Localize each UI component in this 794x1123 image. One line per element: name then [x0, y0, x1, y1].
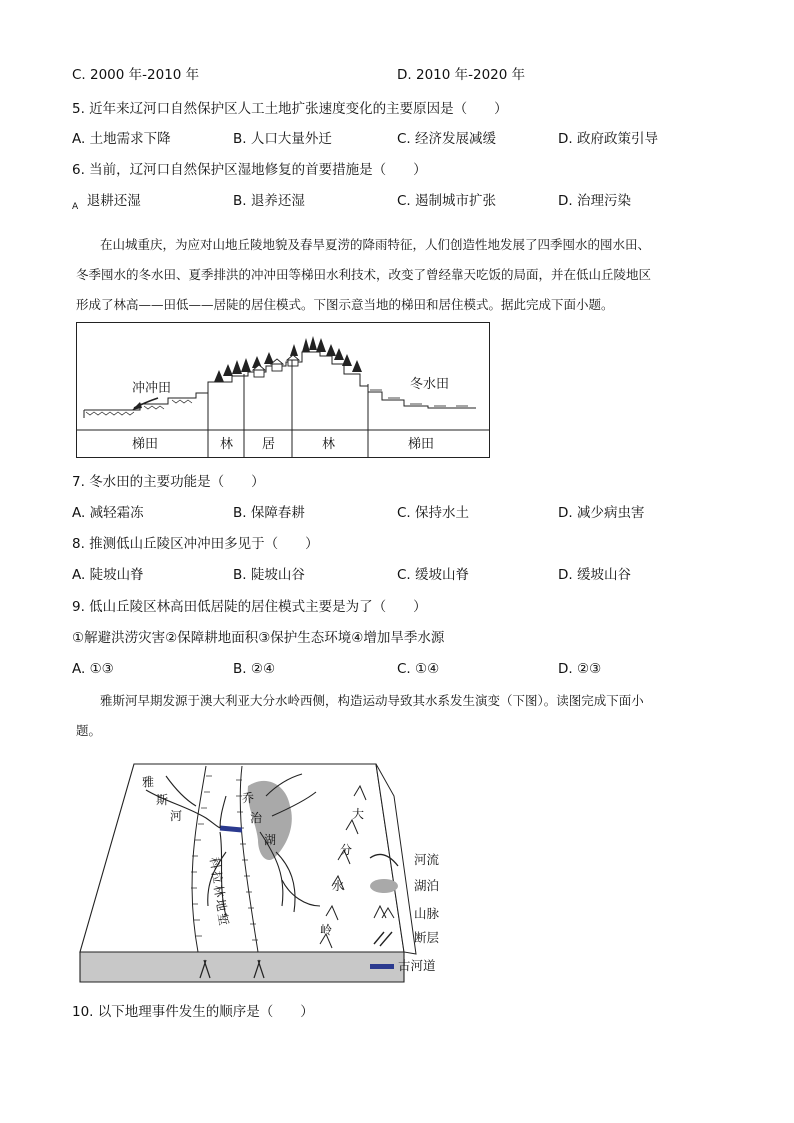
- q5-stem: 5. 近年来辽河口自然保护区人工土地扩张速度变化的主要原因是（ ）: [72, 101, 508, 117]
- q5-option-d: D. 政府政策引导: [558, 131, 658, 147]
- passage2-line2: 题。: [76, 723, 102, 738]
- q7-option-d: D. 减少病虫害: [558, 505, 645, 521]
- q9-option-b: B. ②④: [233, 661, 276, 677]
- q6-option-a: $_A$ 退耕还湿: [72, 193, 141, 212]
- label-hu: 湖: [264, 833, 277, 847]
- q8-option-d: D. 缓坡山谷: [558, 567, 631, 583]
- q6-stem: 6. 当前，辽河口自然保护区湿地修复的首要措施是（ ）: [72, 162, 427, 178]
- label-qiao: 乔: [242, 791, 255, 805]
- legend-mountain: 山脉: [414, 906, 440, 921]
- q7-option-a: A. 减轻霜冻: [72, 505, 144, 521]
- q6-option-d: D. 治理污染: [558, 193, 631, 209]
- q8-option-a: A. 陡坡山脊: [72, 567, 144, 583]
- legend-fault: 断层: [414, 930, 440, 945]
- label-range-3: 水: [332, 879, 345, 893]
- label-graben-5: 堑: [215, 912, 231, 927]
- q4-option-d: D. 2010 年-2020 年: [397, 67, 526, 83]
- label-range-1: 大: [352, 807, 365, 821]
- q8-stem: 8. 推测低山丘陵区冲冲田多见于（ ）: [72, 536, 319, 552]
- label-si: 斯: [156, 793, 169, 807]
- passage1-line3: 形成了林高——田低——居陡的居住模式。下图示意当地的梯田和居住模式。据此完成下面小题。: [76, 297, 614, 312]
- q8-option-b: B. 陡坡山谷: [233, 567, 305, 583]
- label-graben-3: 林: [211, 884, 227, 899]
- band-tiantian-left: 梯田: [132, 437, 159, 452]
- q10-stem: 10. 以下地理事件发生的顺序是（ ）: [72, 1004, 314, 1020]
- q9-option-d: D. ②③: [558, 661, 602, 677]
- q9-stem: 9. 低山丘陵区林高田低居陡的居住模式主要是为了（ ）: [72, 599, 427, 615]
- band-ju: 居: [262, 437, 276, 452]
- label-graben-4: 地: [213, 898, 229, 913]
- block-diagram-figure: [76, 756, 456, 988]
- q7-option-b: B. 保障春耕: [233, 505, 305, 521]
- q5-option-b: B. 人口大量外迁: [233, 131, 332, 147]
- q4-option-c: C. 2000 年-2010 年: [72, 67, 200, 83]
- legend-river: 河流: [414, 852, 440, 867]
- legend-lake: 湖泊: [414, 878, 440, 893]
- label-graben-1: 科: [207, 856, 223, 871]
- q7-option-c: C. 保持水土: [397, 505, 470, 521]
- band-lin-left: 林: [220, 437, 234, 452]
- passage2-line1: 雅斯河早期发源于澳大利亚大分水岭西侧，构造运动导致其水系发生演变（下图）。读图完成下面小: [100, 693, 644, 708]
- passage1-line1: 在山城重庆，为应对山地丘陵地貌及春旱夏涝的降雨特征，人们创造性地发展了四季囤水的囤水田、: [100, 237, 651, 252]
- q9-option-a: A. ①③: [72, 661, 114, 677]
- label-he: 河: [170, 809, 183, 823]
- label-graben-2: 拉: [209, 870, 225, 885]
- label-range-4: 岭: [320, 923, 333, 937]
- q6-option-c: C. 遏制城市扩张: [397, 193, 497, 209]
- label-dongshui: 冬水田: [410, 377, 450, 392]
- label-chongchong: 冲冲田: [132, 381, 172, 396]
- terrace-figure: [76, 322, 490, 458]
- label-ya: 雅: [142, 775, 155, 789]
- band-lin-right: 林: [322, 437, 336, 452]
- q9-option-c: C. ①④: [397, 661, 440, 677]
- legend-old-channel: 古河道: [398, 958, 436, 973]
- q8-option-c: C. 缓坡山脊: [397, 567, 470, 583]
- passage1-line2: 冬季囤水的冬水田、夏季排洪的冲冲田等梯田水利技术，改变了曾经靠天吃饭的局面，并在低山丘陵地区: [76, 267, 652, 282]
- q9-sub-items: ①解避洪涝灾害②保障耕地面积③保护生态环境④增加旱季水源: [72, 630, 445, 646]
- q5-option-c: C. 经济发展减缓: [397, 131, 497, 147]
- label-range-2: 分: [340, 843, 353, 857]
- band-tiantian-right: 梯田: [408, 437, 435, 452]
- label-zhi: 治: [250, 811, 263, 825]
- block-front-face: [80, 952, 404, 982]
- old-channel: [220, 828, 242, 830]
- q6-option-b: B. 退养还湿: [233, 193, 305, 209]
- q7-stem: 7. 冬水田的主要功能是（ ）: [72, 474, 265, 490]
- q5-option-a: A. 土地需求下降: [72, 131, 171, 147]
